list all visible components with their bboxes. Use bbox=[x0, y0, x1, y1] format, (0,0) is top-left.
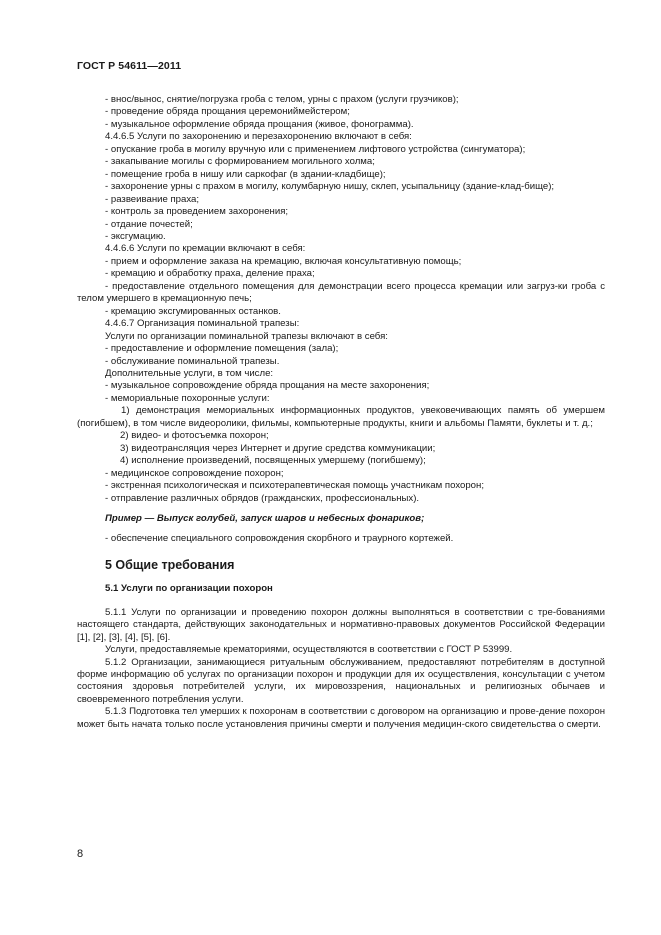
list-item: - предоставление отдельного помещения для демонстрации всего процесса кремации или загруз-ки гроба с телом умершего в кремационную печь; bbox=[77, 280, 605, 305]
list-item: - контроль за проведением захоронения; bbox=[105, 206, 289, 218]
paragraph: 5.1.1 Услуги по организации и проведению похорон должны выполняться в соответствии с тре-бованиями настоящего стандарта, действующих законодательных и нормативно-правовых документов Российской Федерации [1], [2], [3], [4], [5], [6]. bbox=[77, 606, 605, 643]
list-item: - экстренная психологическая и психотерапевтическая помощь участникам похорон; bbox=[105, 480, 484, 492]
paragraph: 5.1.3 Подготовка тел умерших к похоронам в соответствии с договором на организацию и прове-дение похорон может быть начата только после установления причины смерти и получения медицин-ского свидетельства о смерти. bbox=[77, 706, 605, 730]
document-body bbox=[77, 94, 605, 731]
page-number: 8 bbox=[77, 848, 84, 860]
numbered-item: 3) видеотрансляция через Интернет и другие средства коммуникации; bbox=[120, 442, 436, 454]
list-item: - обслуживание поминальной трапезы. bbox=[105, 355, 280, 367]
clause-heading: 4.4.6.7 Организация поминальной трапезы: bbox=[105, 318, 300, 330]
list-item: - развеивание праха; bbox=[105, 193, 200, 205]
list-item: - кремацию эксгумированных останков. bbox=[105, 305, 281, 317]
list-item: - внос/вынос, снятие/погрузка гроба с телом, урны с прахом (услуги грузчиков); bbox=[105, 94, 459, 105]
list-item: - предоставление и оформление помещения (зала); bbox=[105, 343, 339, 355]
list-item: - эксгумацию. bbox=[105, 230, 166, 242]
list-item: - отдание почестей; bbox=[105, 218, 193, 230]
list-item: - обеспечение специального сопровождения скорбного и траурного кортежей. bbox=[105, 533, 454, 545]
list-item: - закапывание могилы с формированием могильного холма; bbox=[105, 156, 375, 168]
list-item: - музыкальное сопровождение обряда прощания на месте захоронения; bbox=[105, 380, 430, 392]
paragraph: 5.1.2 Организации, занимающиеся ритуальным обслуживанием, предоставляют потребителям в доступной форме информацию об услугах по организации похорон и продукции для их осуществления, консультации с учетом состояния здоровья потребителей услуги, их мировоззрения, национальных и религиозных обычаев и своевременного потребления услуги. bbox=[77, 656, 605, 705]
example-note: Пример — Выпуск голубей, запуск шаров и небесных фонариков; bbox=[105, 512, 425, 524]
paragraph: Услуги по организации поминальной трапезы включают в себя: bbox=[105, 330, 388, 342]
clause-heading: 4.4.6.5 Услуги по захоронению и перезахоронению включают в себя: bbox=[105, 131, 412, 143]
list-item: - медицинское сопровождение похорон; bbox=[105, 467, 284, 479]
list-item: - прием и оформление заказа на кремацию, включая консультативную помощь; bbox=[105, 255, 462, 267]
list-item: - мемориальные похоронные услуги: bbox=[105, 392, 270, 404]
list-item: - музыкальное оформление обряда прощания (живое, фонограмма). bbox=[105, 118, 414, 130]
clause-heading: 4.4.6.6 Услуги по кремации включают в себя: bbox=[105, 243, 306, 255]
list-item: - отправление различных обрядов (гражданских, профессиональных). bbox=[105, 492, 420, 504]
paragraph: Услуги, предоставляемые крематориями, осуществляются в соответствии с ГОСТ Р 53999. bbox=[105, 644, 513, 656]
numbered-item: 2) видео- и фотосъемка похорон; bbox=[120, 430, 269, 442]
paragraph: Дополнительные услуги, в том числе: bbox=[105, 367, 274, 379]
list-item: - опускание гроба в могилу вручную или с применением лифтового устройства (сингуматора); bbox=[105, 143, 526, 155]
numbered-item: 4) исполнение произведений, посвященных умершему (погибшему); bbox=[120, 455, 426, 467]
numbered-item: 1) демонстрация мемориальных информационных продуктов, увековечивающих память об умершем (погибшем), в том числе видеоролики, фильмы, компьютерные продукты, книги и альбомы Памяти, буклеты и т. д.; bbox=[77, 405, 605, 429]
list-item: - захоронение урны с прахом в могилу, колумбарную нишу, склеп, усыпальницу (здание-клад-бище); bbox=[105, 181, 555, 193]
list-item: - проведение обряда прощания церемониймейстером; bbox=[105, 106, 350, 118]
list-item: - помещение гроба в нишу или саркофаг (в здании-кладбище); bbox=[105, 168, 386, 180]
document-header: ГОСТ Р 54611—2011 bbox=[77, 60, 182, 72]
section-title: 5 Общие требования bbox=[105, 557, 235, 572]
subsection-title: 5.1 Услуги по организации похорон bbox=[105, 583, 273, 595]
list-item: - кремацию и обработку праха, деление праха; bbox=[105, 268, 315, 280]
